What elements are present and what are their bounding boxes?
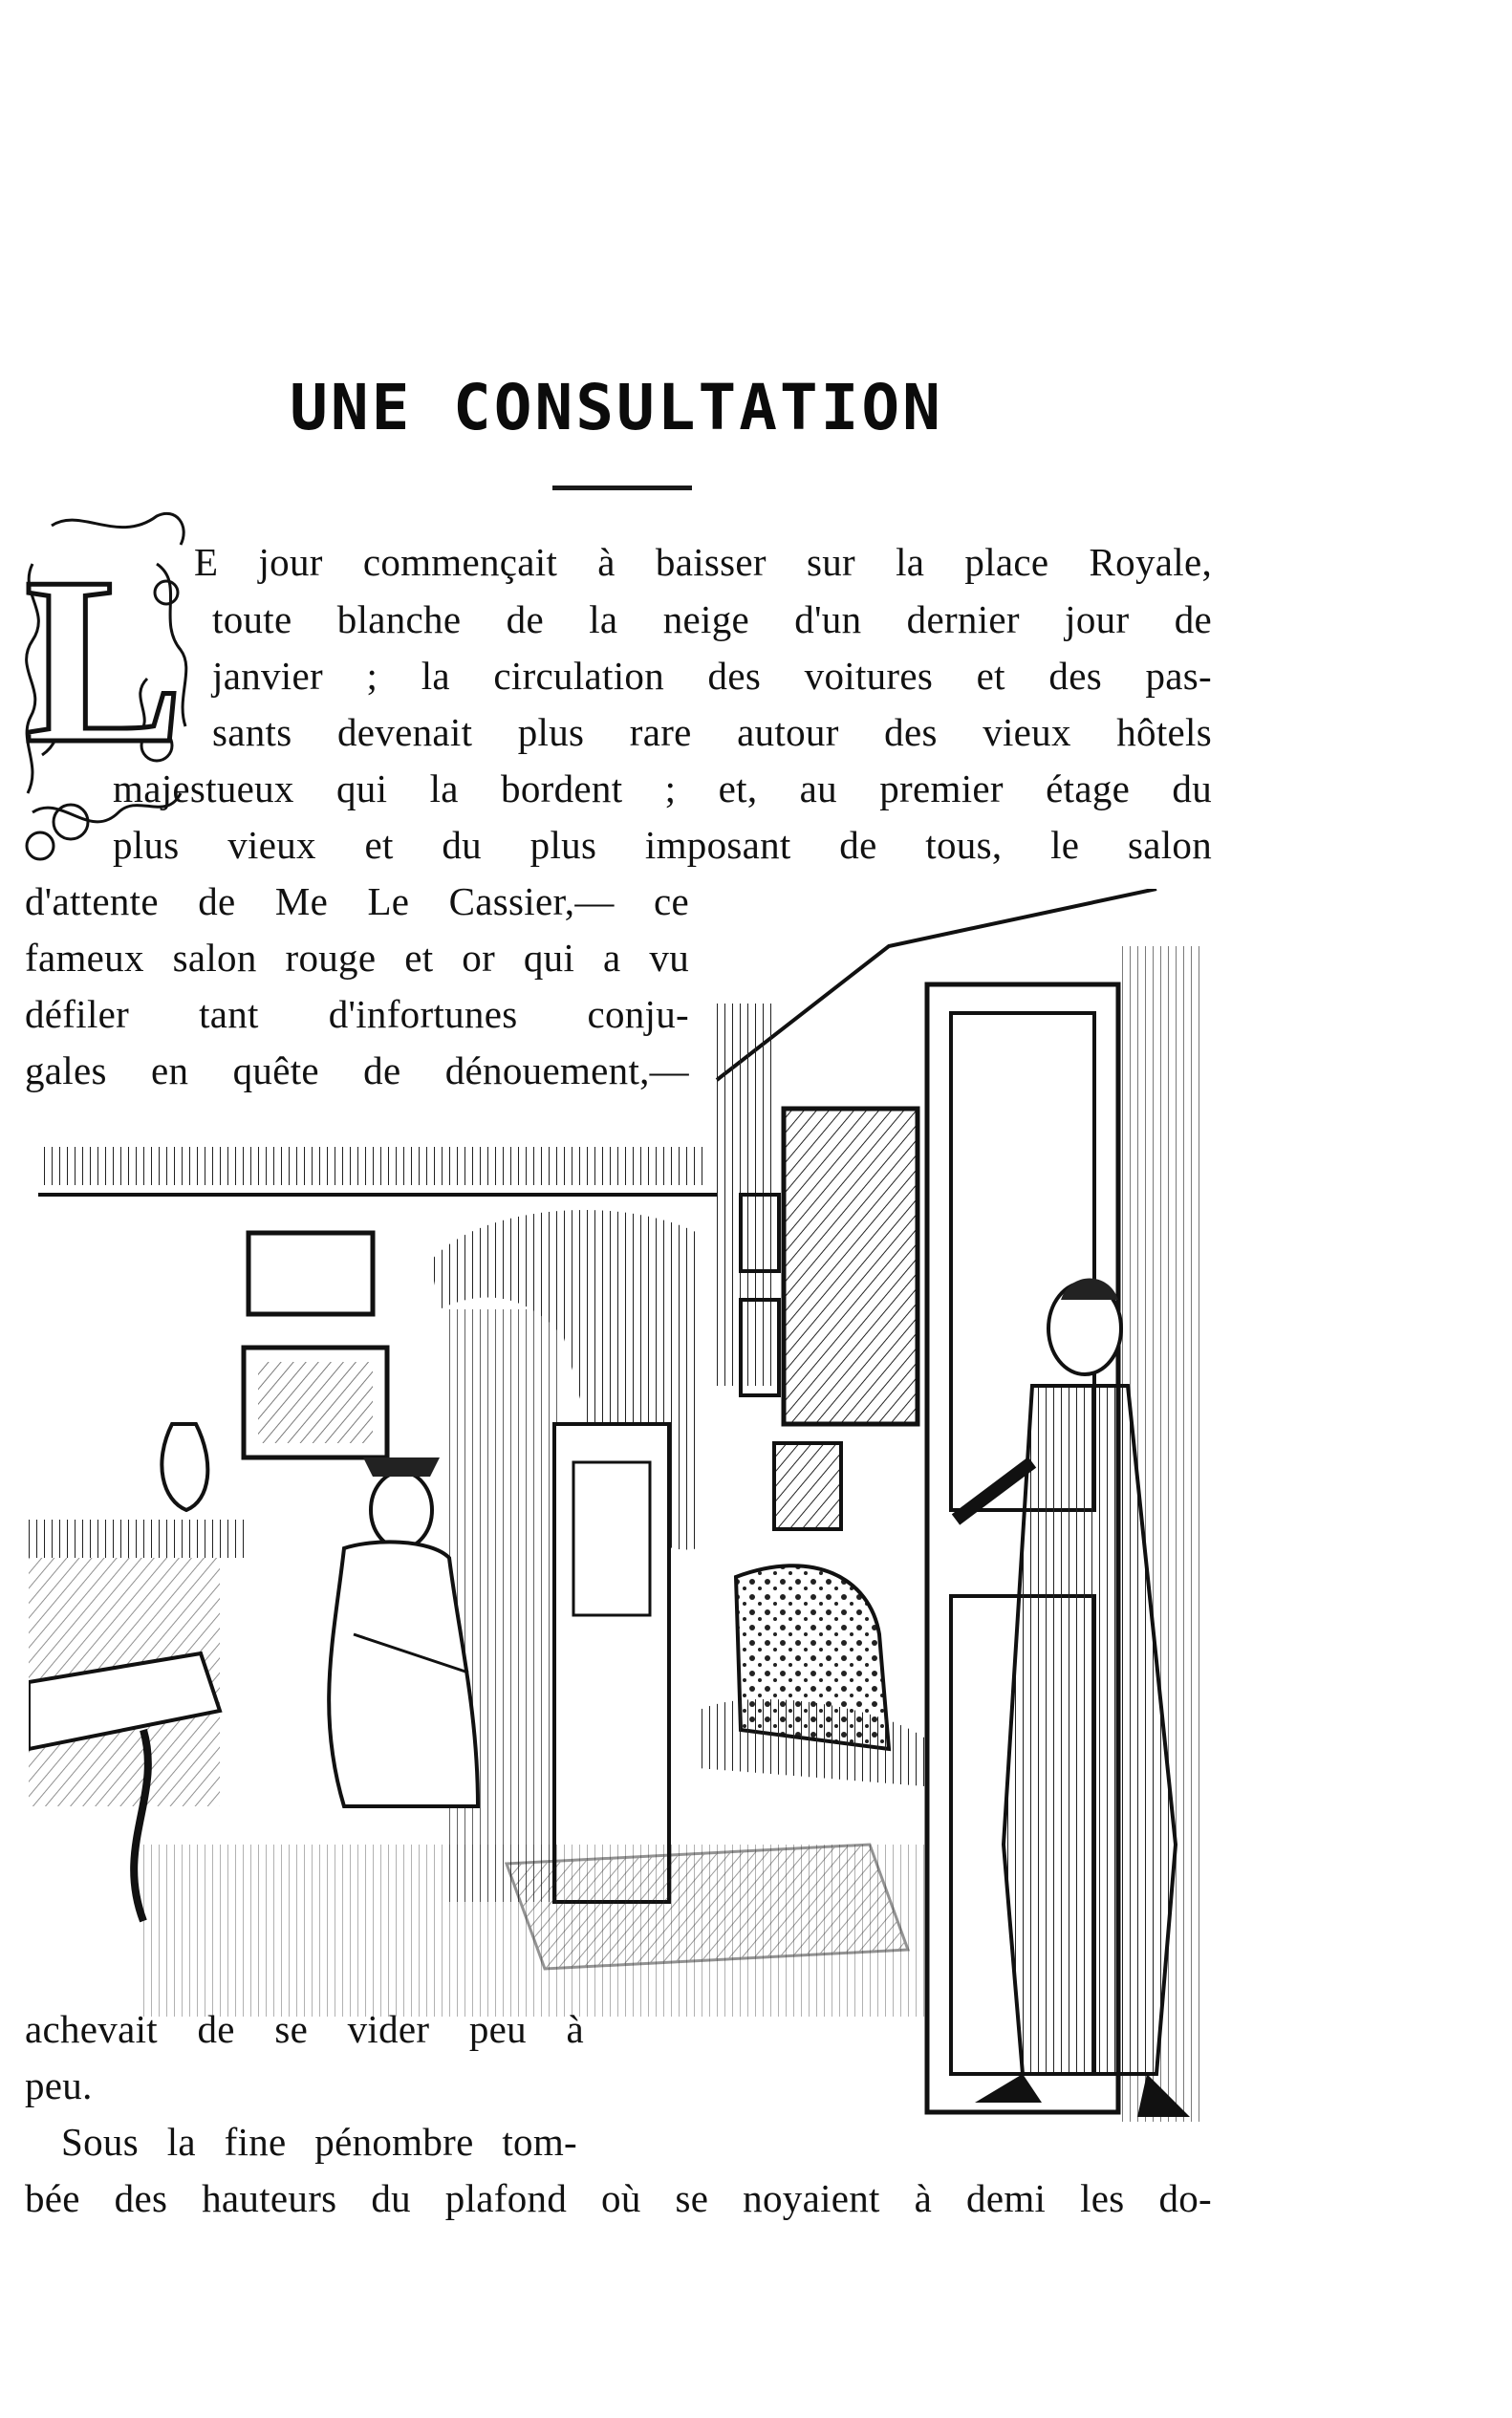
ornamental-drop-cap (13, 507, 195, 870)
text-line: majestueux qui la bordent ; et, au premier étage du (113, 766, 1212, 810)
text-line: peu. (25, 2063, 93, 2107)
text-line: d'attente de Me Le Cassier,— ce (25, 879, 689, 923)
text-line: fameux salon rouge et or qui a vu (25, 936, 689, 980)
text-line: plus vieux et du plus imposant de tous, le salon (113, 823, 1212, 867)
text-line: janvier ; la circulation des voitures et des pas- (212, 654, 1212, 698)
title-rule (552, 486, 692, 490)
text-line: Sous la fine pénombre tom- (61, 2120, 577, 2164)
text-line: bée des hauteurs du plafond où se noyaient à demi les do- (25, 2176, 1212, 2220)
text-line: toute blanche de la neige d'un dernier jour de (212, 597, 1212, 641)
text-line: sants devenait plus rare autour des vieux hôtels (212, 710, 1212, 754)
text-line: défiler tant d'infortunes conju- (25, 992, 689, 1036)
salon-illustration (29, 889, 1219, 2150)
text-line: achevait de se vider peu à (25, 2007, 584, 2051)
text-line: E jour commençait à baisser sur la place Royale, (194, 540, 1212, 584)
drop-cap-letter: L (24, 529, 184, 793)
page-title: UNE CONSULTATION (290, 371, 943, 444)
text-line: gales en quête de dénouement,— (25, 1048, 689, 1092)
